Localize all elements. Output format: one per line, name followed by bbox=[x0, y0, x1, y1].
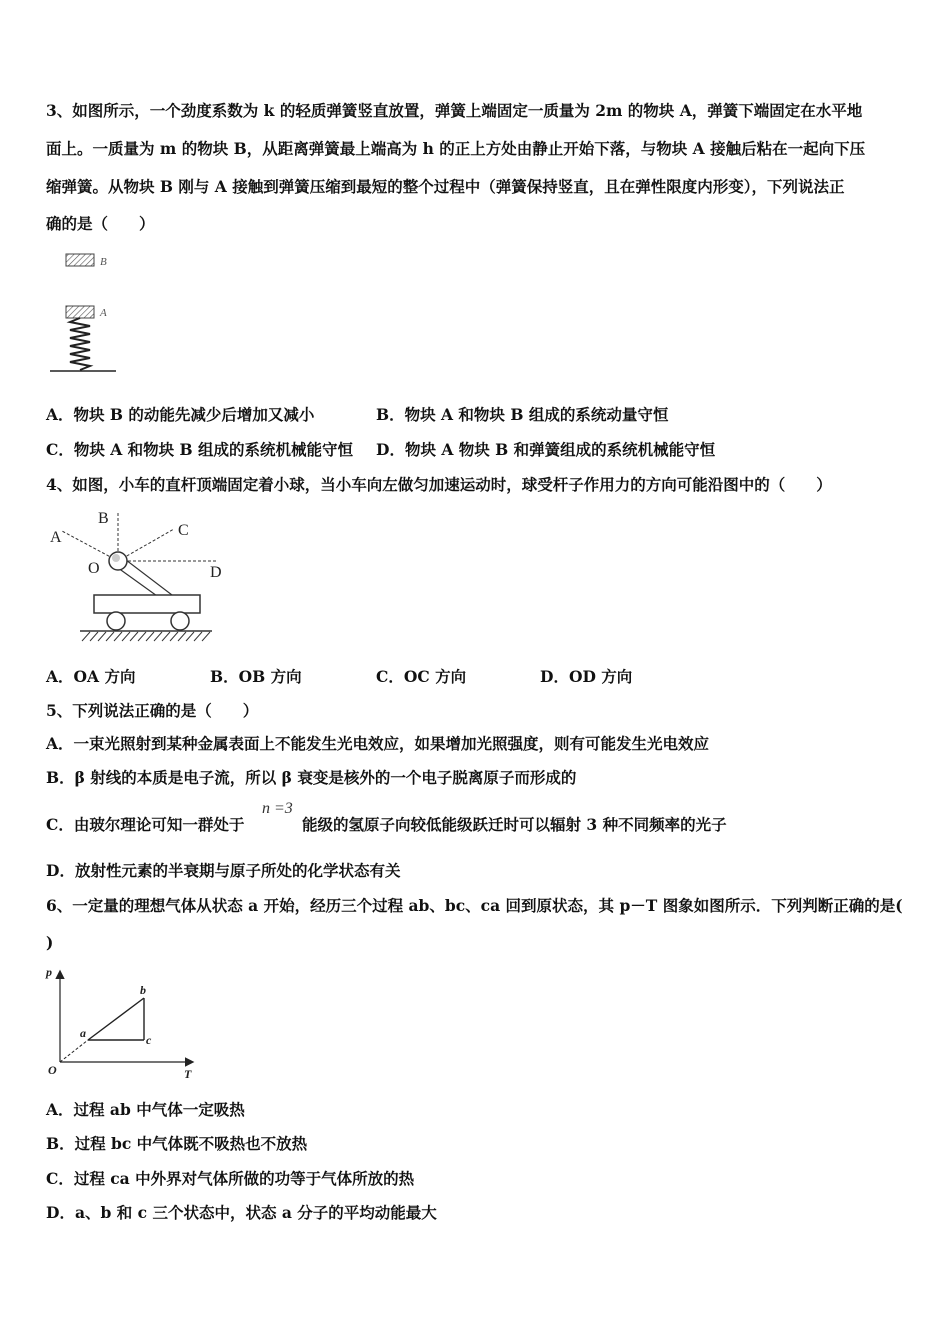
q4-cart-figure bbox=[44, 505, 224, 647]
block-b-label: B bbox=[100, 256, 107, 268]
q3-spring-figure bbox=[44, 250, 134, 380]
q3-stem-line-2: 面上。一质量为 m 的物块 B，从距离弹簧最上端高为 h 的正上方处由静止开始下落，与物块 A 接触后粘在一起向下压 bbox=[46, 139, 866, 158]
q3-option-d[interactable]: D．物块 A 物块 B 和弹簧组成的系统机械能守恒 bbox=[376, 440, 716, 459]
ball-highlight bbox=[112, 554, 120, 562]
point-b-label: b bbox=[140, 983, 146, 997]
q5-option-c-prefix: C．由玻尔理论可知一群处于 bbox=[46, 815, 245, 834]
spring bbox=[70, 318, 90, 370]
q4-option-a[interactable]: A．OA 方向 bbox=[46, 667, 136, 686]
q4-option-c[interactable]: C．OC 方向 bbox=[376, 667, 467, 686]
q4-option-d[interactable]: D．OD 方向 bbox=[540, 667, 633, 686]
q3-stem-line-1: 3、如图所示，一个劲度系数为 k 的轻质弹簧竖直放置，弹簧上端固定一质量为 2m 的物块 A，弹簧下端固定在水平地 bbox=[46, 101, 863, 120]
t-axis-label: T bbox=[184, 1067, 192, 1081]
q3-option-c[interactable]: C．物块 A 和物块 B 组成的系统机械能守恒 bbox=[46, 440, 354, 459]
origin-label: O bbox=[48, 1063, 57, 1077]
q6-option-b[interactable]: B．过程 bc 中气体既不吸热也不放热 bbox=[46, 1134, 308, 1153]
q4-option-b[interactable]: B．OB 方向 bbox=[210, 667, 302, 686]
q6-option-d[interactable]: D．a、b 和 c 三个状态中，状态 a 分子的平均动能最大 bbox=[46, 1203, 437, 1222]
process-ab bbox=[88, 998, 144, 1040]
q6-option-a[interactable]: A．过程 ab 中气体一定吸热 bbox=[46, 1100, 245, 1119]
q5-option-b[interactable]: B．β 射线的本质是电子流，所以 β 衰变是核外的一个电子脱离原子而形成的 bbox=[46, 768, 577, 787]
q6-option-c[interactable]: C．过程 ca 中外界对气体所做的功等于气体所放的热 bbox=[46, 1169, 415, 1188]
q5-option-c-suffix: 能级的氢原子向较低能级跃迁时可以辐射 3 种不同频率的光子 bbox=[302, 815, 727, 834]
q3-stem-line-3: 缩弹簧。从物块 B 刚与 A 接触到弹簧压缩到最短的整个过程中（弹簧保持竖直，且在弹性限度内形变），下列说法正 bbox=[46, 177, 845, 196]
q6-pt-graph bbox=[42, 962, 202, 1082]
point-c-label: c bbox=[146, 1033, 152, 1047]
p-axis-label: p bbox=[46, 965, 52, 979]
q5-stem: 5、下列说法正确的是（ ） bbox=[46, 701, 259, 720]
label-o: O bbox=[88, 560, 100, 577]
q3-option-b[interactable]: B．物块 A 和物块 B 组成的系统动量守恒 bbox=[376, 405, 669, 424]
ground-hatch bbox=[82, 632, 210, 641]
dashed-extension bbox=[60, 1040, 88, 1062]
block-a-label: A bbox=[100, 307, 107, 319]
cart-body bbox=[94, 595, 200, 613]
block-b bbox=[66, 254, 94, 266]
label-a: A bbox=[50, 529, 62, 546]
point-a-label: a bbox=[80, 1026, 86, 1040]
q5-option-a[interactable]: A．一束光照射到某种金属表面上不能发生光电效应，如果增加光照强度，则有可能发生光电效应 bbox=[46, 734, 710, 753]
wheel-left bbox=[107, 612, 125, 630]
q3-option-a[interactable]: A．物块 B 的动能先减少后增加又减小 bbox=[46, 405, 315, 424]
q3-stem-line-4: 确的是（ ） bbox=[46, 214, 155, 233]
label-d: D bbox=[210, 564, 222, 581]
block-a bbox=[66, 306, 94, 318]
q4-stem: 4、如图，小车的直杆顶端固定着小球，当小车向左做匀加速运动时，球受杆子作用力的方向可能沿图中的（ ） bbox=[46, 475, 832, 494]
q5-option-c-formula: n =3 bbox=[262, 800, 293, 817]
label-b: B bbox=[98, 510, 109, 527]
q6-stem-line-1: 6、一定量的理想气体从状态 a 开始，经历三个过程 ab、bc、ca 回到原状态，其 p－T 图象如图所示．下列判断正确的是( bbox=[46, 896, 903, 915]
wheel-right bbox=[171, 612, 189, 630]
label-c: C bbox=[178, 522, 189, 539]
q6-stem-line-2: ) bbox=[46, 933, 54, 952]
q5-option-d[interactable]: D．放射性元素的半衰期与原子所处的化学状态有关 bbox=[46, 861, 401, 880]
